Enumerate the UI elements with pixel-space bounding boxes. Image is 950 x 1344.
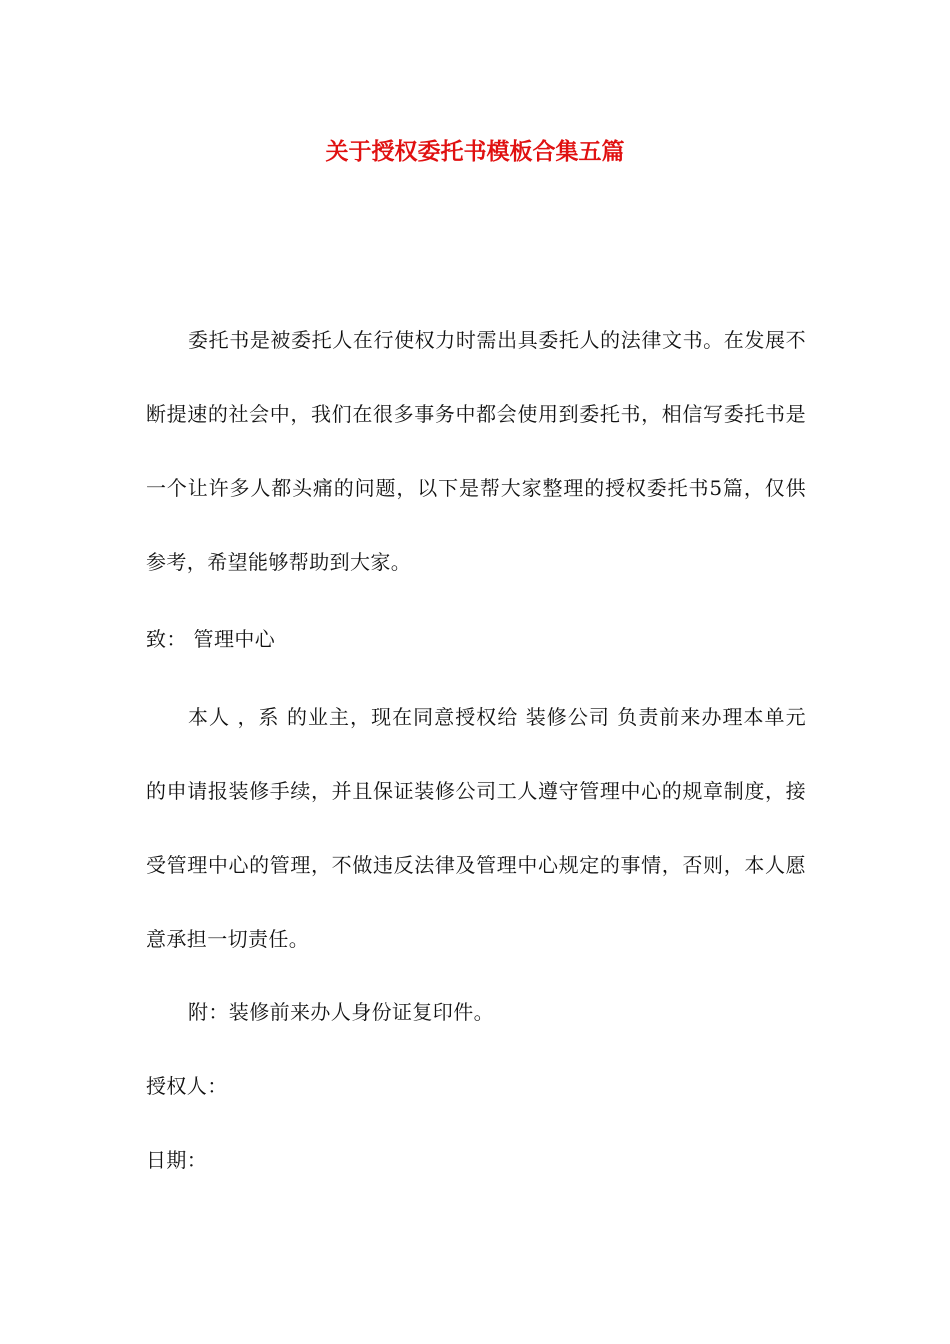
attachment-line: 附：装修前来办人身份证复印件。 xyxy=(188,1000,494,1024)
document-title: 关于授权委托书模板合集五篇 xyxy=(325,138,625,165)
intro-paragraph: 委托书是被委托人在行使权力时需出具委托人的法律文书。在发展不断提速的社会中，我们在很多事务中都会使用到委托书，相信写委托书是一个让许多人都头痛的问题，以下是帮大家整理的授权委托书5篇，仅供参考，希望能够帮助到大家。 xyxy=(146,328,806,574)
authorization-paragraph: 本人 ，系 的业主，现在同意授权给 装修公司 负责前来办理本单元的申请报装修手续，并且保证装修公司工人遵守管理中心的规章制度，接受管理中心的管理，不做违反法律及管理中心规定的事情，否则，本人愿意承担一切责任。 xyxy=(146,705,806,951)
salutation-line: 致： 管理中心 xyxy=(146,627,276,651)
authorizer-label: 授权人： xyxy=(146,1074,228,1098)
date-label: 日期： xyxy=(146,1148,208,1172)
